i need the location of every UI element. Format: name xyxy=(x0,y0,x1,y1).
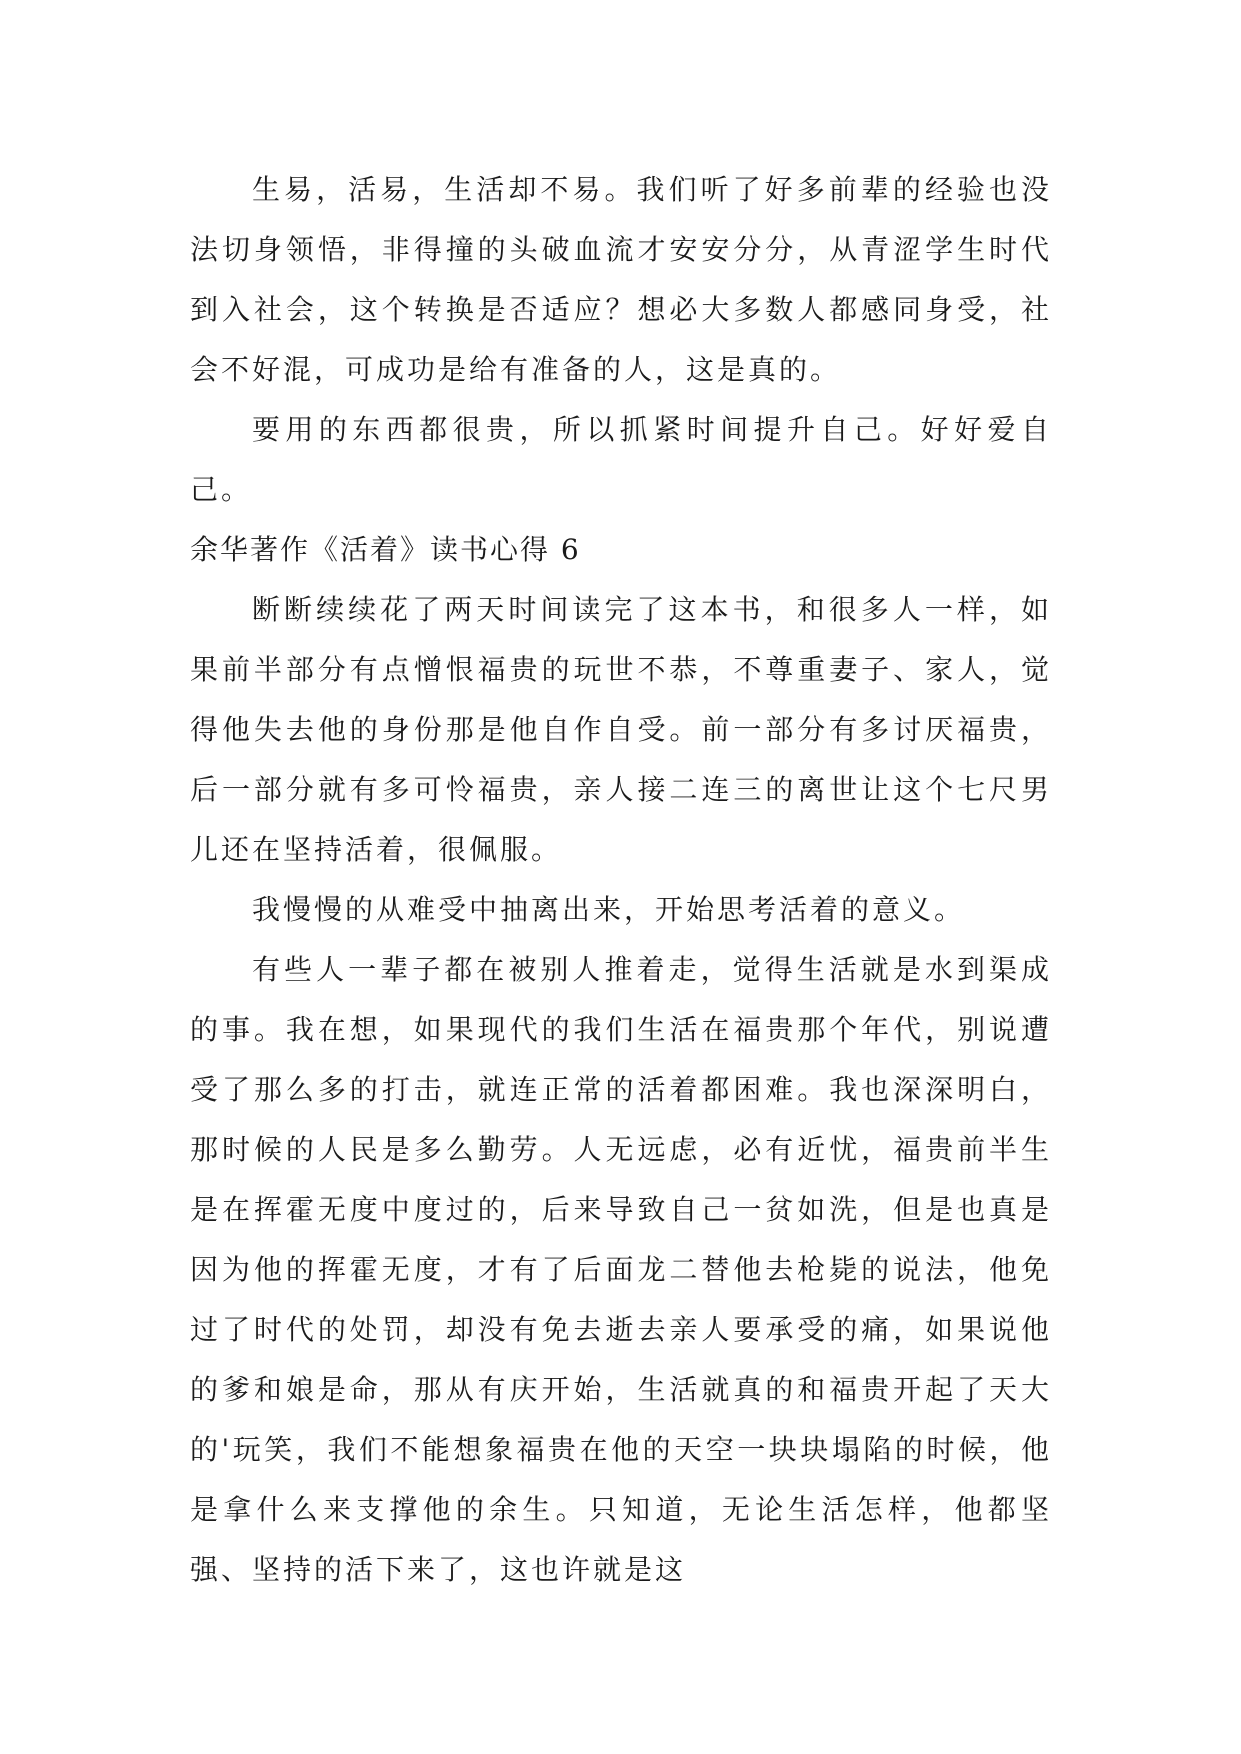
paragraph-5: 有些人一辈子都在被别人推着走，觉得生活就是水到渠成的事。我在想，如果现代的我们生活在福贵那个年代，别说遭受了那么多的打击，就连正常的活着都困难。我也深深明白，那时候的人民是多么勤劳。人无远虑，必有近忧，福贵前半生是在挥霍无度中度过的，后来导致自己一贫如洗，但是也真是因为他的挥霍无度，才有了后面龙二替他去枪毙的说法，他免过了时代的处罚，却没有免去逝去亲人要承受的痛，如果说他的爹和娘是命，那从有庆开始，生活就真的和福贵开起了天大的'玩笑，我们不能想象福贵在他的天空一块块塌陷的时候，他是拿什么来支撑他的余生。只知道，无论生活怎样，他都坚强、坚持的活下来了，这也许就是这 xyxy=(190,953,1052,1586)
document-body xyxy=(190,160,1052,1600)
paragraph-4: 我慢慢的从难受中抽离出来，开始思考活着的意义。 xyxy=(252,893,966,926)
paragraph-2: 要用的东西都很贵，所以抓紧时间提升自己。好好爱自己。 xyxy=(190,413,1052,506)
paragraph-3: 断断续续花了两天时间读完了这本书，和很多人一样，如果前半部分有点憎恨福贵的玩世不恭，不尊重妻子、家人，觉得他失去他的身份那是他自作自受。前一部分有多讨厌福贵，后一部分就有多可怜福贵，亲人接二连三的离世让这个七尺男儿还在坚持活着，很佩服。 xyxy=(190,593,1052,866)
paragraph-1: 生易，活易，生活却不易。我们听了好多前辈的经验也没法切身领悟，非得撞的头破血流才安安分分，从青涩学生时代到入社会，这个转换是否适应？想必大多数人都感同身受，社会不好混，可成功是给有准备的人，这是真的。 xyxy=(190,173,1052,386)
section-heading: 余华著作《活着》读书心得 6 xyxy=(190,533,581,566)
